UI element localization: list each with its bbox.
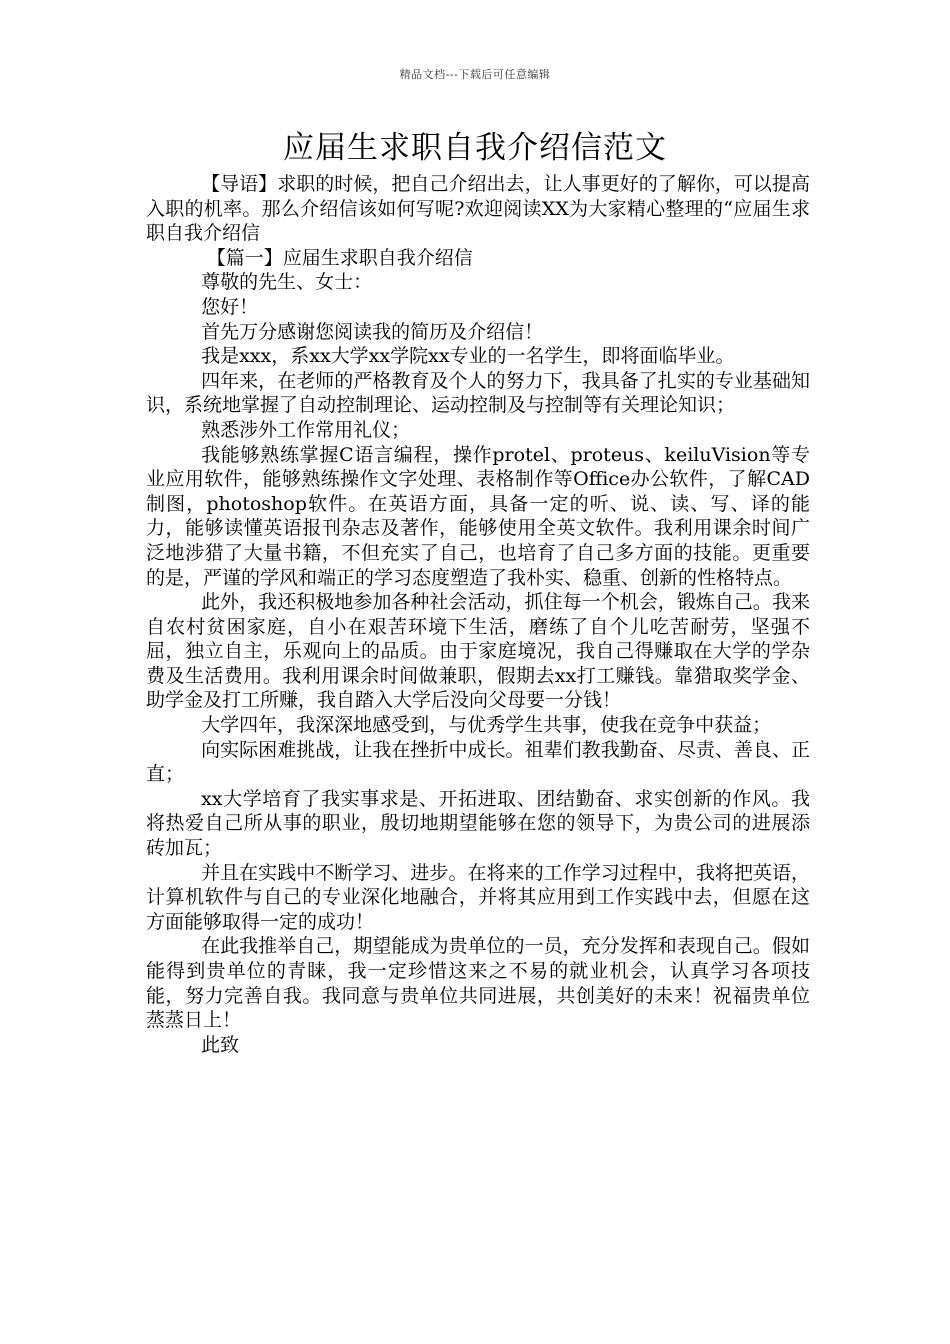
paragraph-salutation: 尊敬的先生、女士： xyxy=(201,271,373,294)
document-title: 应届生求职自我介绍信范文 xyxy=(283,130,667,166)
paragraph-section-heading: 【篇一】应届生求职自我介绍信 xyxy=(206,246,473,269)
paragraph-thanks: 首先万分感谢您阅读我的简历及介绍信！ xyxy=(201,320,544,343)
paragraph-closing: 此致 xyxy=(201,1033,240,1056)
paragraph-etiquette: 熟悉涉外工作常用礼仪； xyxy=(201,418,411,441)
paragraph-self-intro: 我是xxx，系xx大学xx学院xx专业的一名学生，即将面临毕业。 xyxy=(201,345,735,368)
paragraph-skills: 我能够熟练掌握C语言编程，操作protel、proteus、keiluVision等专业应用软件，能够熟练操作文字处理、表格制作等Office办公软件，了解CAD制图，photoshop软件。在英语方面，具备一定的听、说、读、写、译的能力，能够读懂英语报刊杂志及著作，能够使用全英文软件。我利用课余时间广泛地涉猎了大量书籍，不但充实了自己，也培育了自己多方面的技能。更重要的是，严谨的学风和端正的学习态度塑造了我朴实、稳重、创新的性格特点。 xyxy=(146,443,810,589)
paragraph-intro: 【导语】求职的时候，把自己介绍出去，让人事更好的了解你，可以提高入职的机率。那么介绍信该如何写呢?欢迎阅读XX为大家精心整理的“应届生求职自我介绍信 xyxy=(146,173,810,245)
paragraph-activities: 此外，我还积极地参加各种社会活动，抓住每一个机会，锻炼自己。我来自农村贫困家庭，自小在艰苦环境下生活，磨练了自个儿吃苦耐劳，坚强不屈，独立自主，乐观向上的品质。由于家庭境况，我自己得赚取在大学的学杂费及生活费用。我利用课余时间做兼职，假期去xx打工赚钱。靠猎取奖学金、助学金及打工所赚，我自踏入大学后没向父母要一分钱！ xyxy=(146,591,810,712)
paragraph-greeting: 您好！ xyxy=(201,295,259,318)
paragraph-university: 大学四年，我深深地感受到，与优秀学生共事，使我在竞争中获益； xyxy=(201,714,772,737)
paragraph-practice: 并且在实践中不断学习、进步。在将来的工作学习过程中，我将把英语，计算机软件与自己的专业深化地融合，并将其应用到工作实践中去，但愿在这方面能够取得一定的成功！ xyxy=(146,861,810,933)
header-note: 精品文档---下载后可任意编辑 xyxy=(399,68,551,81)
paragraph-study: 四年来，在老师的严格教育及个人的努力下，我具备了扎实的专业基础知识，系统地掌握了自动控制理论、运动控制及与控制等有关理论知识； xyxy=(146,369,810,417)
paragraph-challenge: 向实际困难挑战，让我在挫折中成长。祖辈们教我勤奋、尽责、善良、正直； xyxy=(146,738,810,786)
paragraph-recommend: 在此我推举自己，期望能成为贵单位的一员，充分发挥和表现自己。假如能得到贵单位的青睐，我一定珍惜这来之不易的就业机会，认真学习各项技能，努力完善自我。我同意与贵单位共同进展，共创美好的未来！祝福贵单位蒸蒸日上！ xyxy=(146,935,810,1032)
paragraph-style: xx大学培育了我实事求是、开拓进取、团结勤奋、求实创新的作风。我将热爱自己所从事的职业，殷切地期望能够在您的领导下，为贵公司的进展添砖加瓦； xyxy=(146,787,810,860)
document-body xyxy=(146,172,810,1057)
